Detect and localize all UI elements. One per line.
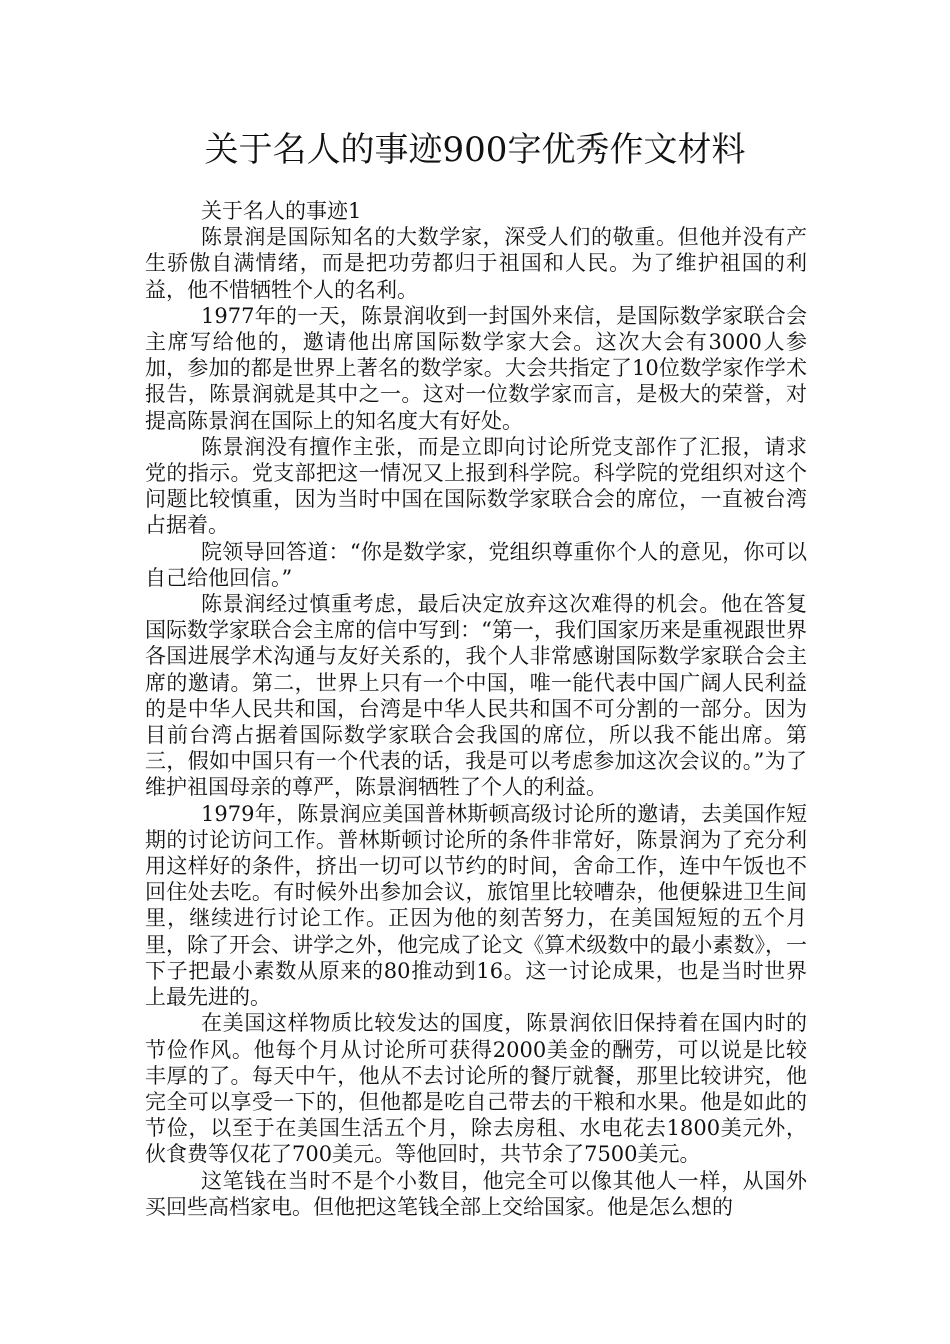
paragraph-2: 1977年的一天，陈景润收到一封国外来信，是国际数学家联合会主席写给他的，邀请他出席国际数学家大会。这次大会有3000人参加，参加的都是世界上著名的数学家。大会共指定了10位数学家作学术报告，陈景润就是其中之一。这对一位数学家而言，是极大的荣誉，对提高陈景润在国际上的知名度大有好处。 (145, 303, 807, 433)
section-heading: 关于名人的事迹1 (201, 199, 362, 223)
paragraph-5: 陈景润经过慎重考虑，最后决定放弃这次难得的机会。他在答复国际数学家联合会主席的信中写到：“第一，我们国家历来是重视跟世界各国进展学术沟通与友好关系的，我个人非常感谢国际数学家联合会主席的邀请。第二，世界上只有一个中国，唯一能代表中国广阔人民利益的是中华人民共和国，台湾是中华人民共和国不可分割的一部分。因为目前台湾占据着国际数学家联合会我国的席位，所以我不能出席。第三，假如中国只有一个代表的话，我是可以考虑参加这次会议的。”为了维护祖国母亲的尊严，陈景润牺牲了个人的利益。 (145, 592, 807, 800)
paragraph-6: 1979年，陈景润应美国普林斯顿高级讨论所的邀请，去美国作短期的讨论访问工作。普林斯顿讨论所的条件非常好，陈景润为了充分利用这样好的条件，挤出一切可以节约的时间，舍命工作，连中午饭也不回住处去吃。有时候外出参加会议，旅馆里比较嘈杂，他便躲进卫生间里，继续进行讨论工作。正因为他的刻苦努力，在美国短短的五个月里，除了开会、讲学之外，他完成了论文《算术级数中的最小素数》，一下子把最小素数从原来的80推动到16。这一讨论成果，也是当时世界上最先进的。 (145, 801, 807, 1010)
paragraph-8: 这笔钱在当时不是个小数目，他完全可以像其他人一样，从国外买回些高档家电。但他把这笔钱全部上交给国家。他是怎么想的 (145, 1168, 807, 1219)
paragraph-4: 院领导回答道：“你是数学家，党组织尊重你个人的意见，你可以自己给他回信。” (145, 539, 807, 590)
document-title: 关于名人的事迹900字优秀作文材料 (204, 130, 746, 170)
paragraph-1: 陈景润是国际知名的大数学家，深受人们的敬重。但他并没有产生骄傲自满情绪，而是把功劳都归于祖国和人民。为了维护祖国的利益，他不惜牺牲个人的名利。 (145, 225, 807, 302)
paragraph-3: 陈景润没有擅作主张，而是立即向讨论所党支部作了汇报，请求党的指示。党支部把这一情况又上报到科学院。科学院的党组织对这个问题比较慎重，因为当时中国在国际数学家联合会的席位，一直被台湾占据着。 (145, 434, 807, 538)
paragraph-7: 在美国这样物质比较发达的国度，陈景润依旧保持着在国内时的节俭作风。他每个月从讨论所可获得2000美金的酬劳，可以说是比较丰厚的了。每天中午，他从不去讨论所的餐厅就餐，那里比较讲究，他完全可以享受一下的，但他都是吃自己带去的干粮和水果。他是如此的节俭，以至于在美国生活五个月，除去房租、水电花去1800美元外，伙食费等仅花了700美元。等他回时，共节余了7500美元。 (145, 1011, 807, 1167)
document-body (145, 198, 807, 1220)
